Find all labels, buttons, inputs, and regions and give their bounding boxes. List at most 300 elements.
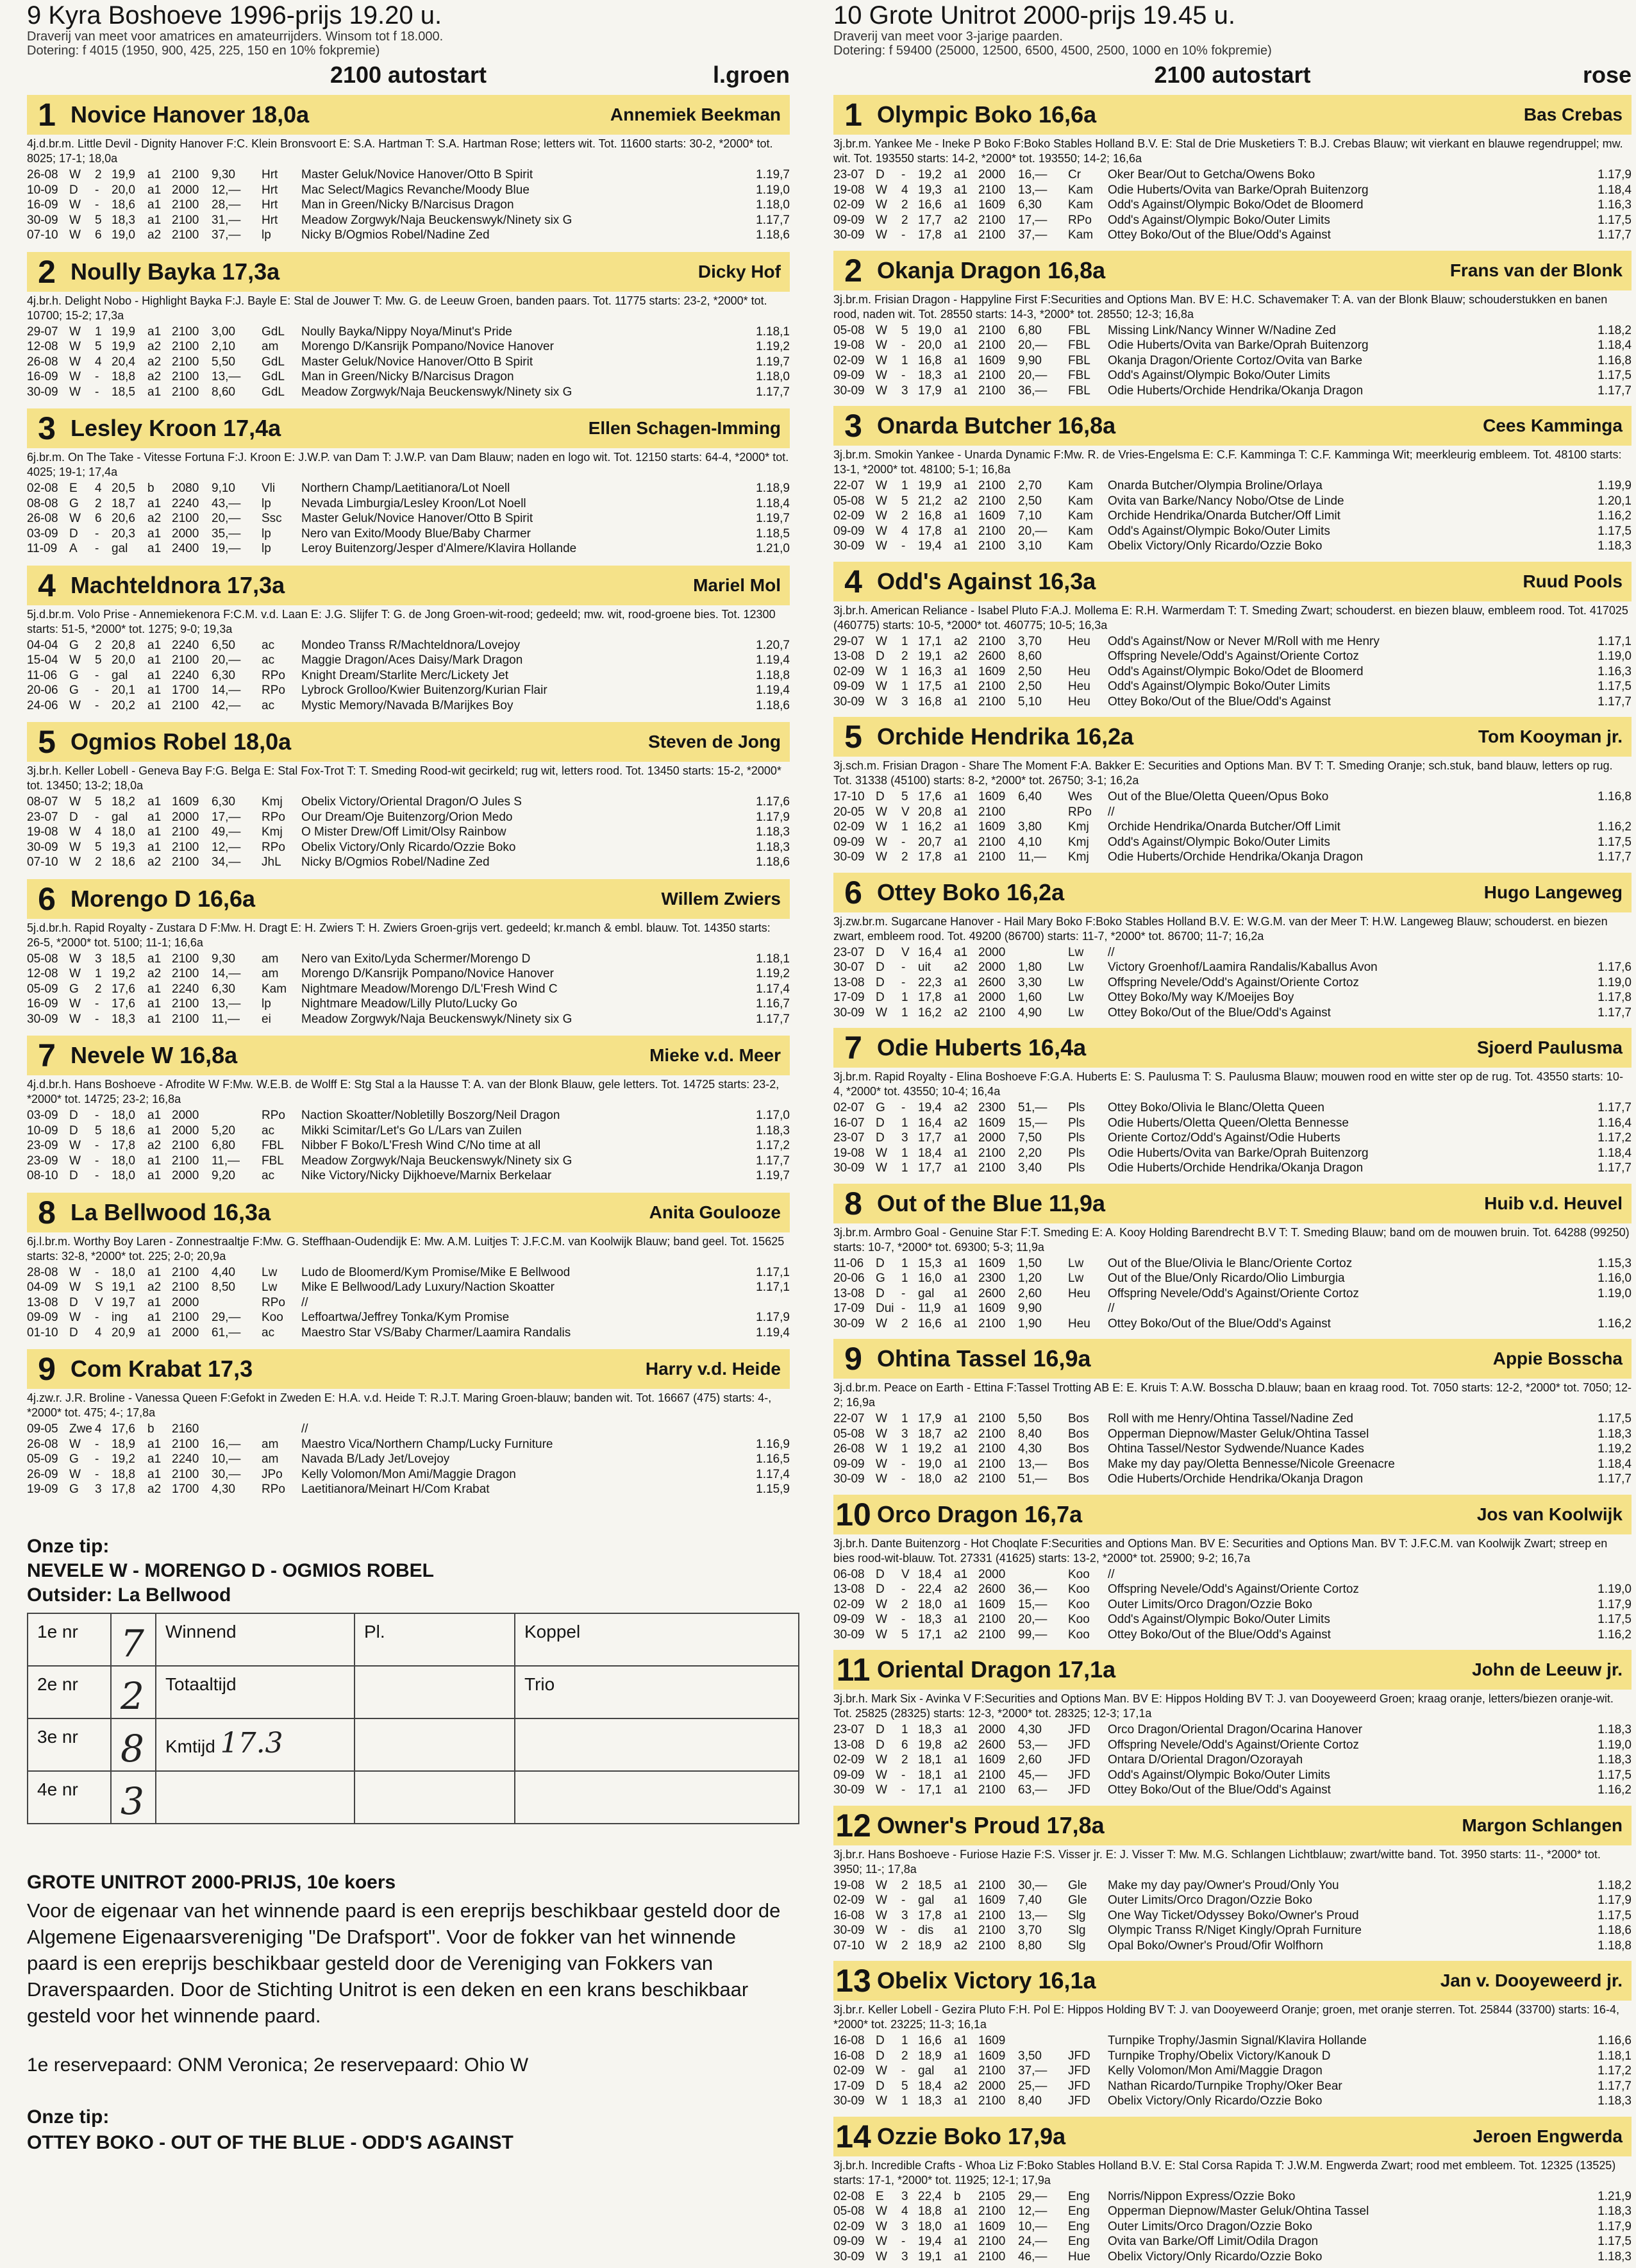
run-cell: Heu [1068,634,1090,648]
run-cell: W [876,353,887,367]
horse-pedigree: 4j.d.br.m. Little Devil - Dignity Hanover F:C. Klein Bronsvoort E: S.A. Hartman T: S.A. Hartman Rose; letters wit. Tot. 11600 starts: 30-2, *2000* tot. 8025; 17-1; 18,0a [27,137,773,165]
run-cell: W [69,1154,81,1168]
run-cell: 15,— [1018,1116,1048,1130]
table-row [833,1783,1632,1798]
run-cell: 2100 [978,850,1006,864]
run-cell: dis [918,1924,934,1937]
table-row [833,1627,1632,1643]
run-cell: 1.18,2 [1598,1878,1632,1892]
run-cell: - [901,835,906,849]
table-row [27,996,790,1012]
run-cell: 1.18,4 [756,496,790,510]
run-cell: W [876,339,887,352]
run-cell: 1609 [978,2049,1006,2063]
run-cell: Laetitianora/Meinart H/Com Krabat [301,1483,490,1496]
run-cell: 17,6 [112,982,135,996]
table-row [833,1457,1632,1472]
run-cell: 1609 [978,1116,1006,1130]
run-cell: 05-08 [833,494,865,508]
race-distance: 2100 autostart [1154,62,1311,88]
run-cell: 16,4 [918,945,942,959]
run-cell: 17,6 [112,1422,135,1436]
run-cell: Missing Link/Nancy Winner W/Nadine Zed [1108,323,1336,337]
run-cell: Ontara D/Oriental Dragon/Ozorayah [1108,1753,1303,1767]
run-cell: 1 [901,634,908,648]
table-row [27,698,790,714]
run-cell: 29-07 [27,324,58,339]
run-cell: W [876,1783,887,1797]
run-cell: 17,8 [918,228,942,242]
run-cell: 30-09 [833,383,865,398]
run-cell: Turnpike Trophy/Jasmin Signal/Klavira Hollande [1108,2034,1367,2047]
run-cell: 46,— [1018,2249,1048,2264]
run-cell: a1 [954,228,968,242]
run-cell: Onarda Butcher/Olympia Broline/Orlaya [1108,479,1323,492]
run-cell: a1 [147,1109,162,1122]
run-cell: Maestro Star VS/Baby Charmer/Laamira Randalis [301,1325,571,1340]
run-cell: 4 [901,2205,908,2218]
run-cell: 2300 [978,1101,1006,1114]
run-cell: 1.17,2 [756,1139,790,1152]
horse-name: Nevele W 16,8a [71,1042,238,1068]
rider-name: Bas Crebas [1523,105,1623,124]
table-row [833,1567,1632,1583]
run-cell: 16,3 [918,664,942,678]
run-cell: 2100 [978,1412,1006,1425]
run-cell: - [901,339,906,352]
run-cell: a1 [954,2049,968,2063]
run-cell: 1.16,0 [1598,1272,1632,1285]
horse-name: Olympic Boko 16,6a [877,101,1097,128]
run-cell: a1 [147,526,162,541]
run-cell: W [69,1012,81,1026]
table-row [833,1256,1632,1272]
run-cell: 9,10 [212,482,235,495]
horse-entry [833,558,1632,710]
run-cell: E [876,2189,884,2203]
run-cell: Heu [1068,664,1090,678]
run-cell: 49,— [212,825,241,839]
run-cell: a1 [954,183,968,197]
run-cell: Meadow Zorgwyk/Naja Beuckenswyk/Ninety six G [301,385,572,399]
run-cell: Noully Bayka/Nippy Noya/Minut's Pride [301,324,512,339]
run-cell: a1 [147,1265,162,1279]
run-cell: 2100 [978,1924,1006,1937]
run-cell: 1,90 [1018,1316,1042,1331]
right-column [833,0,1632,2268]
run-cell: 19,4 [918,539,942,553]
run-cell: 1.19,4 [756,653,790,667]
run-cell: 2100 [172,997,199,1011]
run-cell: 1 [901,1272,908,1285]
run-cell: D [69,1123,78,1138]
run-cell: a1 [954,383,968,398]
run-cell: D [69,1295,78,1309]
run-cell: 2100 [172,952,199,966]
table-row [27,197,790,213]
run-cell: 2100 [172,385,199,399]
run-cell: 35,— [212,526,241,541]
run-cell: 02-09 [833,820,865,834]
run-cell: 18,3 [112,213,135,227]
rider-name: Jeroen Engwerda [1473,2126,1623,2146]
run-cell: a2 [954,1627,968,1642]
run-cell: Opperman Diepnow/Master Geluk/Ohtina Tassel [1108,1427,1369,1441]
run-cell: RPo [1068,805,1092,819]
run-cell: 2 [901,2049,908,2063]
table-row [833,805,1632,820]
run-cell: 2000 [172,1169,199,1182]
run-cell: a2 [954,1005,968,1020]
run-cell: Oker Bear/Out to Getcha/Owens Boko [1108,168,1315,181]
run-cell: Eng [1068,2189,1090,2203]
run-cell: 19,3 [112,840,135,854]
run-cell: 8,80 [1018,1938,1042,1953]
run-cell: 1.17,2 [1598,2064,1632,2078]
run-cell: a1 [147,1325,162,1340]
run-cell: D [876,790,885,803]
run-cell: 2100 [978,524,1006,538]
run-cell: 9,90 [1018,1302,1042,1315]
run-cell: 28-08 [27,1265,58,1279]
run-cell: - [95,1169,99,1182]
run-cell: S [95,1281,103,1294]
run-cell: 8,50 [212,1281,235,1294]
run-cell: 2100 [978,2235,1006,2248]
run-cell: - [901,1613,906,1626]
run-cell: a1 [147,1311,162,1324]
run-cell: 8,60 [1018,650,1042,663]
race-history-table [833,634,1632,710]
run-cell: 61,— [212,1325,241,1340]
run-cell: 8,60 [212,385,235,399]
horse-header [833,1961,1632,2001]
run-cell: a2 [954,1116,968,1130]
run-cell: Nicky B/Ogmios Robel/Nadine Zed [301,228,490,242]
run-cell: 17,6 [112,997,135,1011]
run-cell: Nevada Limburgia/Lesley Kroon/Lot Noell [301,496,526,510]
run-cell: 2 [901,650,908,663]
run-cell: 9,20 [212,1169,235,1182]
rider-name: Ruud Pools [1523,571,1623,591]
run-cell: 1.18,4 [1598,339,1632,352]
run-cell: Roll with me Henry/Ohtina Tassel/Nadine Zed [1108,1412,1353,1425]
run-cell: 1.18,3 [1598,1427,1632,1441]
run-cell: 2100 [978,494,1006,508]
table-row [27,1482,790,1497]
table-row [27,496,790,512]
run-cell: Nicky B/Ogmios Robel/Nadine Zed [301,855,490,869]
run-cell: 1.18,4 [1598,1457,1632,1471]
table-row [833,494,1632,509]
race-color: rose [1582,62,1632,88]
horse-name: Odie Huberts 16,4a [877,1034,1087,1061]
run-cell: - [901,1924,906,1937]
horse-header [833,1028,1632,1068]
table-row [833,850,1632,865]
run-cell: 1609 [172,795,199,809]
table-row [833,1722,1632,1738]
run-cell: 05-08 [833,2205,865,2218]
run-cell [1574,805,1632,820]
run-cell: Odie Huberts/Oletta Queen/Oletta Bennesse [1108,1116,1349,1130]
run-cell: G [69,1452,79,1466]
run-cell: 07-10 [27,228,58,242]
run-cell: a1 [954,1878,968,1892]
run-cell: W [876,1753,887,1767]
run-cell: a1 [954,2219,968,2233]
horse-entry [27,248,790,400]
run-cell: 18,7 [918,1427,942,1441]
run-cell: a1 [954,198,968,212]
run-cell [1574,945,1632,961]
row-label: 3e nr [28,1718,111,1771]
run-cell: 09-09 [833,2235,865,2248]
horse-entry [833,91,1632,243]
run-cell: 2100 [172,324,199,339]
reserve-horses: 1e reservepaard: ONM Veronica; 2e reservepaard: Ohio W [27,2054,529,2076]
run-cell: 1700 [172,1483,199,1496]
run-cell: 2160 [172,1422,199,1436]
run-cell: Odie Huberts/Orchide Hendrika/Okanja Dragon [1108,1161,1364,1175]
run-cell: 1.19,2 [756,340,790,353]
table-row [833,975,1632,991]
run-cell: Odie Huberts/Orchide Hendrika/Okanja Dragon [1108,1472,1364,1486]
run-cell: 1.18,3 [1598,2094,1632,2108]
horse-header [27,95,790,135]
run-cell: 1.18,4 [1598,183,1632,197]
handwritten-first[interactable]: 7 [111,1613,156,1666]
run-cell: Lw [1068,1272,1084,1285]
run-cell: W [69,698,81,712]
run-cell: 30-07 [833,961,865,974]
horse-pedigree: 4j.d.br.h. Hans Boshoeve - Afrodite W F:Mw. W.E.B. de Wolff E: Stg Stal a la Hausse T: A. van der Blonk Blauw, gele letters. Tot. 14725 starts: 23-2, *2000* tot. 14725; 23-2; 16,8a [27,1078,780,1105]
race-header [833,0,1632,91]
run-cell: 19,9 [112,168,135,181]
run-cell: a1 [147,542,162,555]
run-cell: 30-09 [833,1783,865,1797]
race-history-table [833,945,1632,1021]
run-cell: W [69,340,81,353]
run-cell: 4,40 [212,1265,235,1279]
run-cell: a2 [954,1427,968,1441]
run-cell: 09-09 [27,1311,58,1324]
run-cell: a1 [954,945,968,959]
run-cell: Turnpike Trophy/Obelix Victory/Kanouk D [1108,2049,1331,2063]
horse-header [27,879,790,919]
run-cell: 2600 [978,1286,1006,1300]
run-cell: 16-08 [833,2034,865,2047]
run-cell: 1609 [978,790,1006,803]
horse-name: Lesley Kroon 17,4a [71,415,281,441]
run-cell: 2100 [978,369,1006,382]
run-cell: W [876,850,887,864]
run-cell: 1.18,1 [1598,2049,1632,2063]
run-cell: 17,— [212,810,241,824]
run-cell: 1.18,6 [756,228,790,242]
run-cell: 1,60 [1018,991,1042,1004]
run-cell: 12,— [212,840,241,854]
run-cell: 09-05 [27,1422,58,1436]
run-cell: 08-07 [27,795,58,809]
run-cell: Ottey Boko/Out of the Blue/Odd's Against [1108,694,1331,709]
table-row [833,213,1632,228]
run-cell: 15,— [1018,1597,1048,1611]
table-row [27,810,790,825]
run-cell: a1 [954,2094,968,2108]
run-cell: a2 [954,634,968,648]
race-history-table [833,2033,1632,2109]
start-number: 4 [38,567,56,603]
handwritten-third[interactable]: 8 [111,1718,156,1771]
run-cell: 1609 [978,2219,1006,2233]
race-history-table [833,1722,1632,1798]
run-cell: 18,6 [112,198,135,212]
run-cell: D [876,1567,885,1581]
run-cell: 10-09 [27,183,58,197]
run-cell: 19,9 [112,324,135,339]
table-row [27,794,790,810]
run-cell: 1 [901,1256,908,1270]
table-row [833,1738,1632,1753]
run-cell: Obelix Victory/Only Ricardo/Ozzie Boko [1108,2249,1323,2264]
run-cell: D [69,183,78,197]
run-cell: W [69,168,81,181]
run-cell: 1.18,6 [1598,1924,1632,1937]
horse-name: Onarda Butcher 16,8a [877,412,1116,439]
run-cell: a1 [954,1753,968,1767]
table-row [27,982,790,997]
run-cell: 6,30 [212,982,235,996]
run-cell: 2100 [978,1161,1006,1175]
horse-header [833,562,1632,601]
run-cell: 1.19,7 [756,355,790,369]
run-cell: 02-07 [833,1101,865,1114]
run-cell: 37,— [1018,228,1048,242]
run-cell: RPo [262,684,285,697]
run-cell: 20,5 [112,482,135,495]
run-cell: 2100 [172,855,199,869]
run-cell: JFD [1068,2094,1090,2108]
run-cell: 2100 [172,213,199,227]
run-cell: Odd's Against/Now or Never M/Roll with me Henry [1108,634,1380,648]
run-cell [212,1422,262,1437]
run-cell: 1.18,6 [756,698,790,712]
start-number: 5 [38,724,56,760]
run-cell: - [901,168,906,181]
run-cell [1574,1567,1632,1583]
handwritten-fourth[interactable]: 3 [111,1771,156,1824]
run-cell: a1 [954,2249,968,2264]
run-cell: W [876,1597,887,1611]
run-cell: 08-08 [27,496,58,510]
run-cell: RPo [262,840,285,854]
run-cell: a1 [954,2205,968,2218]
run-cell: RPo [262,810,285,824]
run-cell: a1 [147,496,162,510]
run-cell: Bos [1068,1427,1089,1441]
run-cell: 28,— [212,198,241,212]
race-title: 9 Kyra Boshoeve 1996-prijs 19.20 u. [27,1,442,29]
table-row [27,668,790,684]
rider-name: Anita Goulooze [649,1202,781,1222]
run-cell: 1.18,0 [756,198,790,212]
run-cell: 12,— [1018,2205,1048,2218]
run-cell: Koo [1068,1597,1090,1611]
run-cell: a1 [147,795,162,809]
run-cell: a2 [147,855,162,869]
run-cell: - [901,1768,906,1782]
run-cell: a1 [954,1783,968,1797]
rider-name: Frans van der Blonk [1449,260,1623,280]
run-cell: - [901,2064,906,2078]
table-row [833,1271,1632,1286]
run-cell: 30-09 [833,1005,865,1020]
run-cell: Hrt [262,198,278,212]
run-cell: 11,— [1018,850,1047,864]
run-cell: Kam [1068,198,1094,212]
run-cell: 2240 [172,668,199,682]
table-row [833,1768,1632,1783]
run-cell: 19-08 [833,339,865,352]
table-row [833,835,1632,850]
run-cell: 2 [95,496,102,510]
run-cell: 3 [901,694,908,709]
run-cell: a1 [954,1723,968,1736]
rider-name: Ellen Schagen-Imming [588,418,781,438]
run-cell: // [1108,1302,1115,1315]
run-cell: 02-09 [833,1753,865,1767]
table-row [833,1286,1632,1302]
run-cell: 1.17,7 [756,1012,790,1026]
run-cell: 22-07 [833,1412,865,1425]
run-cell: D [69,1109,78,1122]
run-cell: 26-08 [27,355,58,369]
table-row [833,1472,1632,1487]
table-row [833,508,1632,524]
run-cell: Ottey Boko/Out of the Blue/Odd's Against [1108,1316,1331,1331]
run-cell: V [901,805,910,819]
run-cell: 03-09 [27,1109,58,1122]
run-cell: a1 [954,1567,968,1581]
run-cell: W [69,967,81,980]
run-cell: a1 [954,353,968,367]
run-cell: 2100 [978,1627,1006,1642]
run-cell: lp [262,997,271,1011]
run-cell: 1.19,4 [756,1325,790,1340]
start-number: 11 [836,1652,871,1688]
run-cell: 3 [901,1908,908,1922]
run-cell: gal [112,810,128,824]
horse-header [833,873,1632,912]
run-cell: W [876,1412,887,1425]
table-row [27,369,790,385]
run-cell: 19,— [212,542,241,555]
horse-name: Com Krabat 17,3 [71,1356,253,1382]
run-cell: gal [112,542,128,555]
run-cell: RPo [262,1483,285,1496]
start-number: 1 [844,97,862,133]
handwritten-second[interactable]: 2 [111,1666,156,1718]
run-cell: 26-09 [27,1467,58,1481]
run-cell: 1 [901,353,908,367]
run-cell: 18,6 [112,1123,135,1138]
run-cell: Offspring Nevele/Odd's Against/Oriente Cortoz [1108,975,1359,989]
run-cell: 1.17,7 [1598,1005,1632,1020]
run-cell: 18,0 [112,1154,135,1168]
run-cell: Bos [1068,1412,1089,1425]
run-cell: G [69,638,79,652]
